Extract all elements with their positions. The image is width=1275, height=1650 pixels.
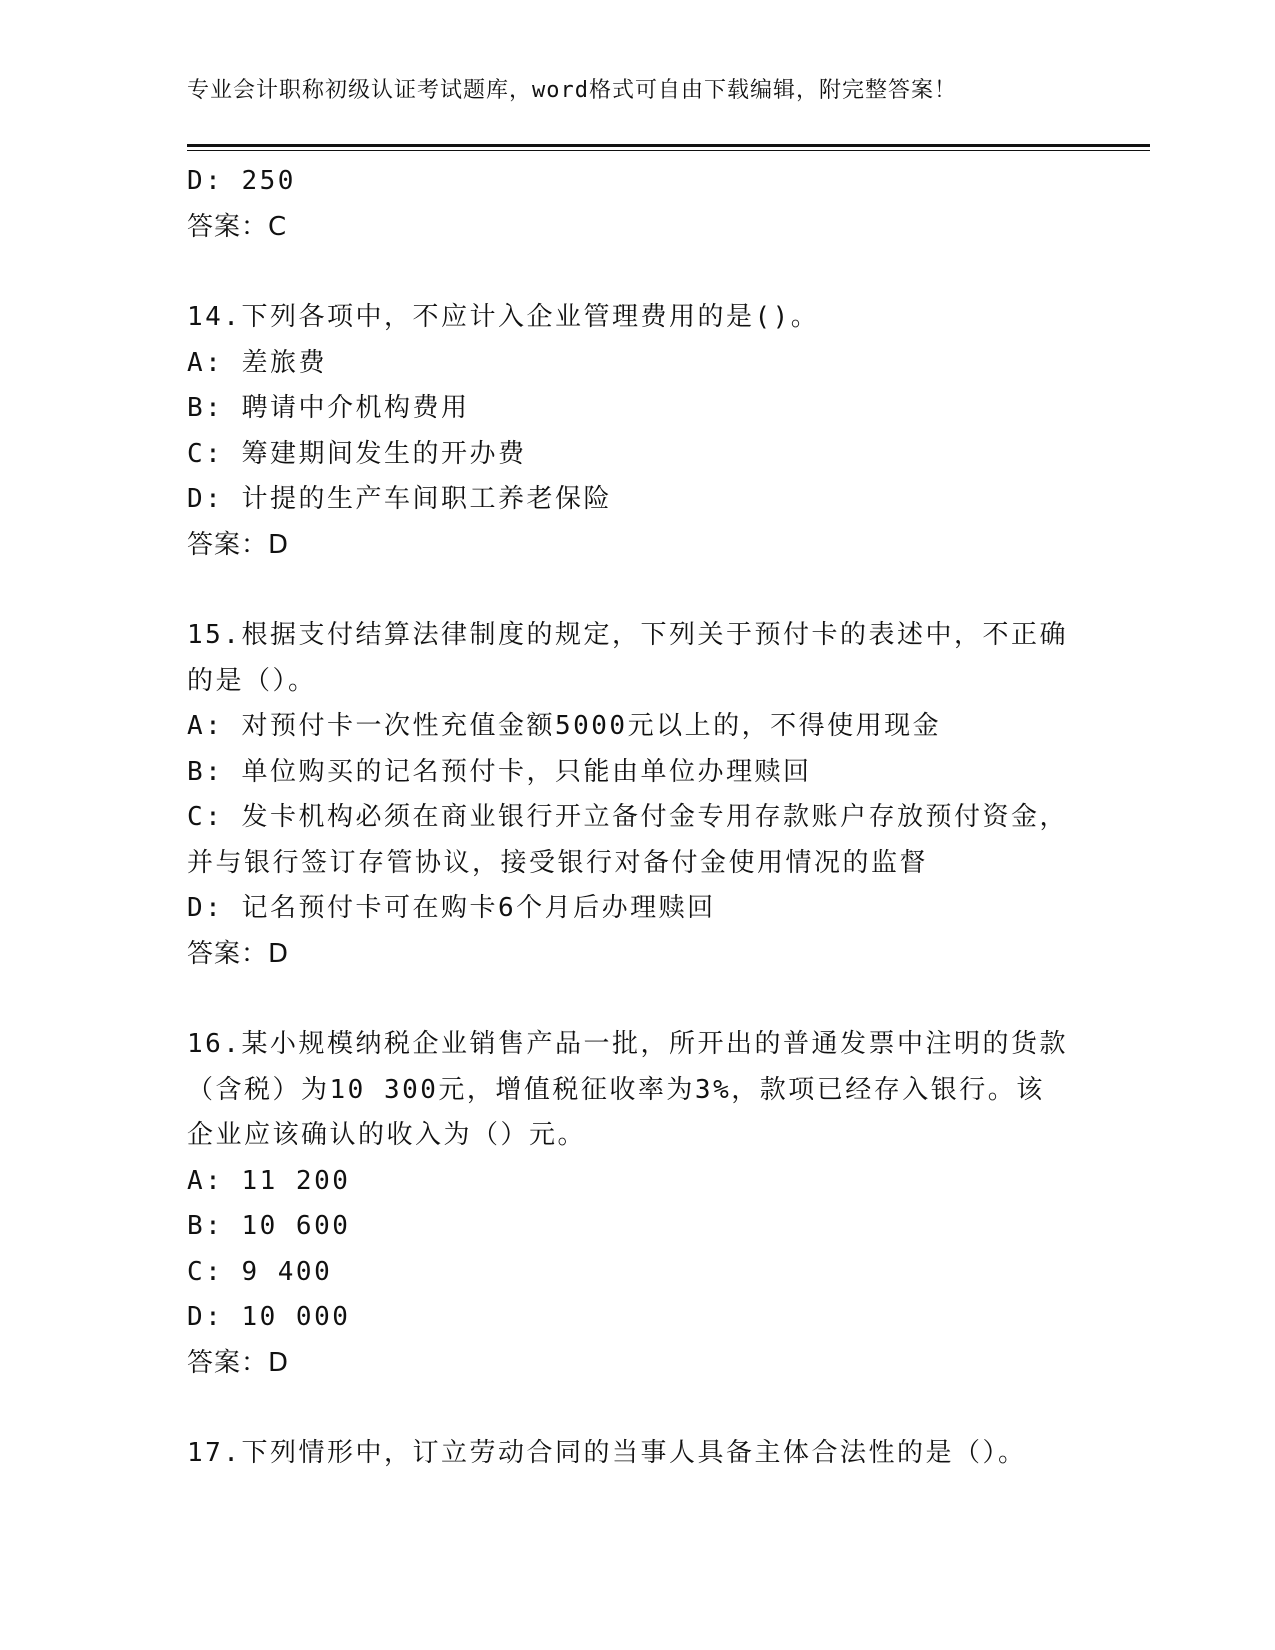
q16-stem-line-2: （含税）为10 300元，增值税征收率为3%，款项已经存入银行。该	[187, 1074, 1045, 1105]
q13-answer: 答案：C	[187, 211, 288, 242]
q15-option-c-continued: 并与银行签订存管协议，接受银行对备付金使用情况的监督	[187, 847, 929, 878]
q15-stem-line-1: 15.根据支付结算法律制度的规定，下列关于预付卡的表述中，不正确	[187, 620, 1068, 650]
q14-option-d: D: 计提的生产车间职工养老保险	[187, 484, 612, 514]
q15-option-c: C: 发卡机构必须在商业银行开立备付金专用存款账户存放预付资金，	[187, 802, 1068, 832]
q15-option-b: B: 单位购买的记名预付卡，只能由单位办理赎回	[187, 756, 812, 787]
header-divider-thin	[187, 150, 1150, 151]
q14-answer: 答案：D	[187, 529, 290, 560]
q14-option-a: A: 差旅费	[187, 347, 327, 378]
q16-answer: 答案：D	[187, 1347, 290, 1378]
q16-option-d: D: 10 000	[187, 1302, 351, 1332]
q16-stem-line-3: 企业应该确认的收入为（）元。	[187, 1120, 587, 1150]
header-divider	[187, 144, 1150, 147]
q16-option-c: C: 9 400	[187, 1256, 333, 1287]
q17-stem: 17.下列情形中，订立劳动合同的当事人具备主体合法性的是（）。	[187, 1438, 1027, 1468]
q13-option-d: D: 250	[187, 166, 296, 196]
q15-answer: 答案：D	[187, 938, 290, 969]
question-content	[187, 159, 1087, 1477]
q16-stem-line-1: 16.某小规模纳税企业销售产品一批，所开出的普通发票中注明的货款	[187, 1029, 1068, 1059]
q14-stem: 14.下列各项中，不应计入企业管理费用的是()。	[187, 302, 820, 332]
q16-option-b: B: 10 600	[187, 1211, 351, 1241]
q15-option-d: D: 记名预付卡可在购卡6个月后办理赎回	[187, 893, 716, 923]
q14-option-c: C: 筹建期间发生的开办费	[187, 438, 527, 469]
q15-stem-line-2: 的是（）。	[187, 665, 317, 696]
page-header: 专业会计职称初级认证考试题库，word格式可自由下载编辑，附完整答案！	[187, 78, 957, 103]
q14-option-b: B: 聘请中介机构费用	[187, 393, 470, 423]
q16-option-a: A: 11 200	[187, 1165, 351, 1196]
q15-option-a: A: 对预付卡一次性充值金额5000元以上的，不得使用现金	[187, 711, 942, 741]
